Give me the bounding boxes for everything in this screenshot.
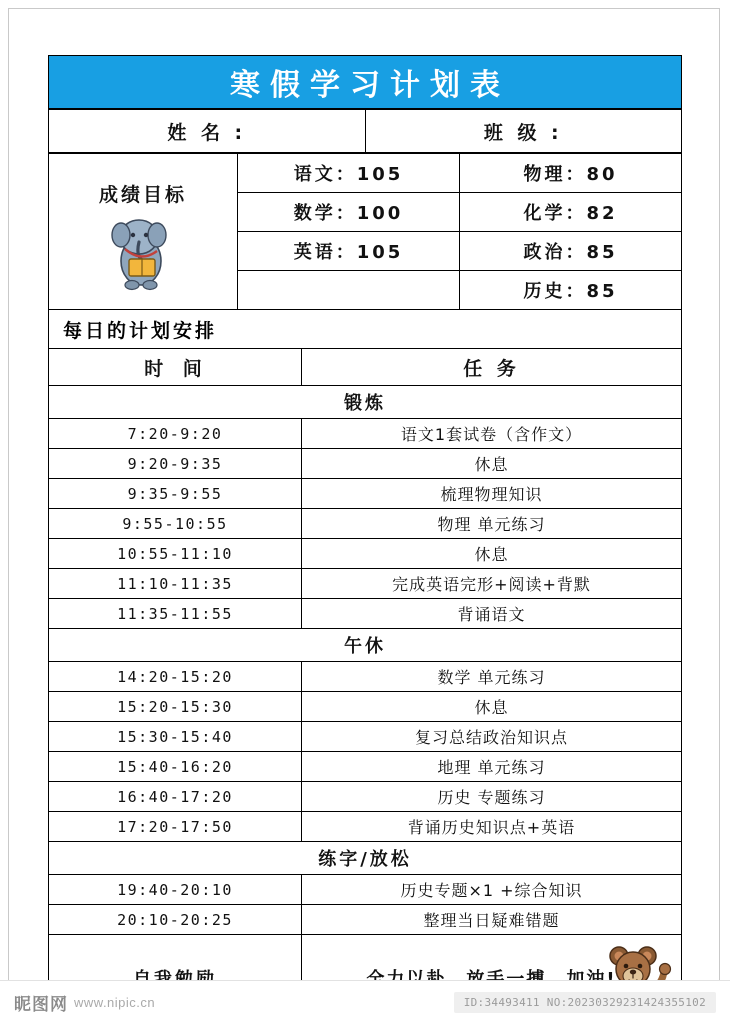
- schedule-task: 地理 单元练习: [302, 752, 682, 782]
- footer-brand: [14, 990, 155, 1015]
- brand-name: 昵图网: [14, 995, 68, 1015]
- schedule-section-label: 锻炼: [49, 386, 682, 419]
- schedule-table: [48, 348, 682, 1022]
- schedule-row: [49, 539, 682, 569]
- goal-empty: [238, 271, 460, 310]
- asset-meta: ID:34493411 NO:20230329231424355102: [454, 992, 716, 1013]
- schedule-time: 16:40-17:20: [49, 782, 302, 812]
- goal-chinese: 语文：105: [238, 154, 460, 193]
- goals-label-cell: [49, 154, 238, 310]
- schedule-body: [49, 386, 682, 935]
- schedule-row: [49, 419, 682, 449]
- schedule-task: 历史 专题练习: [302, 782, 682, 812]
- schedule-row: [49, 449, 682, 479]
- schedule-task: 休息: [302, 692, 682, 722]
- plan-sheet: [48, 55, 682, 1022]
- schedule-row: [49, 722, 682, 752]
- schedule-row: [49, 782, 682, 812]
- schedule-time: 20:10-20:25: [49, 905, 302, 935]
- goal-chemistry: 化学：82: [460, 193, 682, 232]
- goals-label: 成绩目标: [98, 183, 187, 206]
- schedule-task: 背诵语文: [302, 599, 682, 629]
- table-row: [49, 154, 682, 193]
- schedule-section-row: [49, 842, 682, 875]
- schedule-time: 10:55-11:10: [49, 539, 302, 569]
- schedule-time: 11:10-11:35: [49, 569, 302, 599]
- schedule-task: 休息: [302, 449, 682, 479]
- student-info-table: [48, 109, 682, 153]
- schedule-task: 数学 单元练习: [302, 662, 682, 692]
- goals-table: [48, 153, 682, 310]
- footer-bar: [0, 980, 730, 1024]
- schedule-time: 15:30-15:40: [49, 722, 302, 752]
- schedule-row: [49, 692, 682, 722]
- goal-history: 历史：85: [460, 271, 682, 310]
- schedule-task: 休息: [302, 539, 682, 569]
- schedule-row: [49, 812, 682, 842]
- schedule-row: [49, 569, 682, 599]
- schedule-time: 17:20-17:50: [49, 812, 302, 842]
- schedule-task: 背诵历史知识点+英语: [302, 812, 682, 842]
- table-row: [49, 110, 682, 153]
- schedule-row: [49, 662, 682, 692]
- schedule-task: 整理当日疑难错题: [302, 905, 682, 935]
- schedule-task: 物理 单元练习: [302, 509, 682, 539]
- daily-plan-heading: 每日的计划安排: [48, 310, 682, 348]
- schedule-task: 完成英语完形+阅读+背默: [302, 569, 682, 599]
- goal-politics: 政治：85: [460, 232, 682, 271]
- schedule-time: 15:40-16:20: [49, 752, 302, 782]
- elephant-mascot-icon: [105, 209, 181, 291]
- column-header-task: 任 务: [302, 349, 682, 386]
- schedule-time: 19:40-20:10: [49, 875, 302, 905]
- schedule-time: 11:35-11:55: [49, 599, 302, 629]
- schedule-row: [49, 875, 682, 905]
- schedule-task: 历史专题×1 +综合知识: [302, 875, 682, 905]
- schedule-time: 7:20-9:20: [49, 419, 302, 449]
- schedule-task: 复习总结政治知识点: [302, 722, 682, 752]
- schedule-task: 梳理物理知识: [302, 479, 682, 509]
- schedule-time: 9:55-10:55: [49, 509, 302, 539]
- schedule-section-row: [49, 629, 682, 662]
- table-header-row: [49, 349, 682, 386]
- schedule-time: 9:20-9:35: [49, 449, 302, 479]
- schedule-row: [49, 599, 682, 629]
- schedule-section-row: [49, 386, 682, 419]
- schedule-section-label: 午休: [49, 629, 682, 662]
- goal-math: 数学：100: [238, 193, 460, 232]
- name-label-cell: 姓 名 :: [49, 110, 366, 153]
- schedule-row: [49, 752, 682, 782]
- schedule-row: [49, 905, 682, 935]
- page-title: 寒假学习计划表: [230, 68, 510, 103]
- schedule-task: 语文1套试卷（含作文）: [302, 419, 682, 449]
- goal-english: 英语：105: [238, 232, 460, 271]
- schedule-time: 15:20-15:30: [49, 692, 302, 722]
- schedule-time: 14:20-15:20: [49, 662, 302, 692]
- title-banner: [48, 55, 682, 109]
- schedule-row: [49, 479, 682, 509]
- column-header-time: 时 间: [49, 349, 302, 386]
- brand-url: www.nipic.cn: [74, 995, 156, 1010]
- schedule-row: [49, 509, 682, 539]
- schedule-time: 9:35-9:55: [49, 479, 302, 509]
- goal-physics: 物理：80: [460, 154, 682, 193]
- schedule-section-label: 练字/放松: [49, 842, 682, 875]
- class-label-cell: 班 级 :: [365, 110, 682, 153]
